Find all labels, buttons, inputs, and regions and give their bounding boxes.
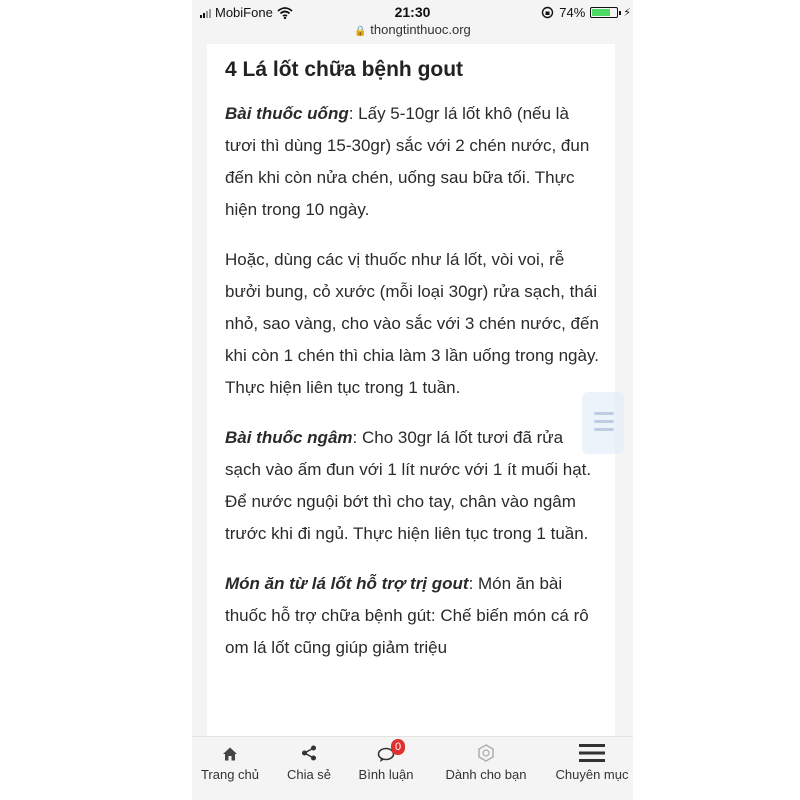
tab-categories-label: Chuyên mục [555, 767, 629, 782]
battery-icon [590, 7, 618, 18]
tab-categories[interactable] [548, 737, 633, 800]
menu-icon [578, 743, 606, 763]
tab-for-you-label: Dành cho bạn [445, 767, 527, 782]
oral-remedy-text: : Lấy 5-10gr lá lốt khô (nếu là tươi thì dùng 15-30gr) sắc với 2 chén nước, đun đến khi còn nửa chén, uống sau bữa tối. Thực hiện trong 10 ngày. [225, 104, 590, 219]
bottom-tab-bar [192, 736, 633, 800]
tab-share-label: Chia sẻ [286, 767, 332, 782]
tab-comments[interactable] [350, 737, 422, 800]
soak-remedy-label: Bài thuốc ngâm [225, 428, 353, 447]
food-remedy-label: Món ăn từ lá lốt hỗ trợ trị gout [225, 574, 469, 593]
article-body [207, 44, 615, 664]
soak-remedy-text: : Cho 30gr lá lốt tươi đã rửa sạch vào ấm đun với 1 lít nước với 1 ít muối hạt. Để nước nguội bớt thì cho tay, chân vào ngâm trước khi đi ngủ. Thực hiện liên tục trong 1 tuần. [225, 428, 592, 543]
status-right [541, 5, 631, 20]
comments-count-badge: 0 [391, 739, 405, 755]
status-bar [192, 0, 633, 24]
carrier-name: MobiFone [215, 5, 273, 20]
paragraph-alternative: Hoặc, dùng các vị thuốc như lá lốt, vòi voi, rễ bưởi bung, cỏ xước (mỗi loại 30gr) rửa sạch, thái nhỏ, sao vàng, cho vào sắc với 3 chén nước, đến khi còn 1 chén thì chia làm 3 lần uống trong ngày. Thực hiện liên tục trong 1 tuần. [225, 250, 599, 397]
status-time: 21:30 [394, 4, 431, 20]
tab-comments-label: Bình luận [358, 767, 414, 782]
lock-icon: 🔒 [354, 26, 367, 37]
home-icon [222, 746, 238, 762]
food-remedy-text: : Món ăn bài thuốc hỗ trợ chữa bệnh gút: Chế biến món cá rô om lá lốt cũng giúp giảm triệu [225, 574, 589, 657]
section-heading: 4 Lá lốt chữa bệnh gout [225, 58, 464, 81]
rotation-lock-icon [541, 6, 554, 19]
paragraph-soak-remedy [225, 422, 603, 550]
tab-share[interactable] [274, 737, 344, 800]
paragraph-oral-remedy [225, 98, 603, 226]
tab-home[interactable] [194, 737, 266, 800]
paragraph-food-remedy [225, 568, 603, 664]
for-you-icon [477, 744, 495, 762]
tab-home-label: Trang chủ [200, 767, 260, 782]
tab-for-you[interactable] [440, 737, 532, 800]
battery-percent: 74% [559, 5, 586, 20]
oral-remedy-label: Bài thuốc uống [225, 104, 349, 123]
charging-icon: ⚡ [623, 7, 631, 19]
url-text: thongtinthuoc.org [370, 22, 471, 37]
share-icon [301, 745, 317, 761]
article-card [207, 44, 615, 744]
address-bar[interactable] [192, 22, 633, 37]
table-of-contents-button[interactable] [582, 392, 624, 454]
phone-screen [192, 0, 633, 800]
